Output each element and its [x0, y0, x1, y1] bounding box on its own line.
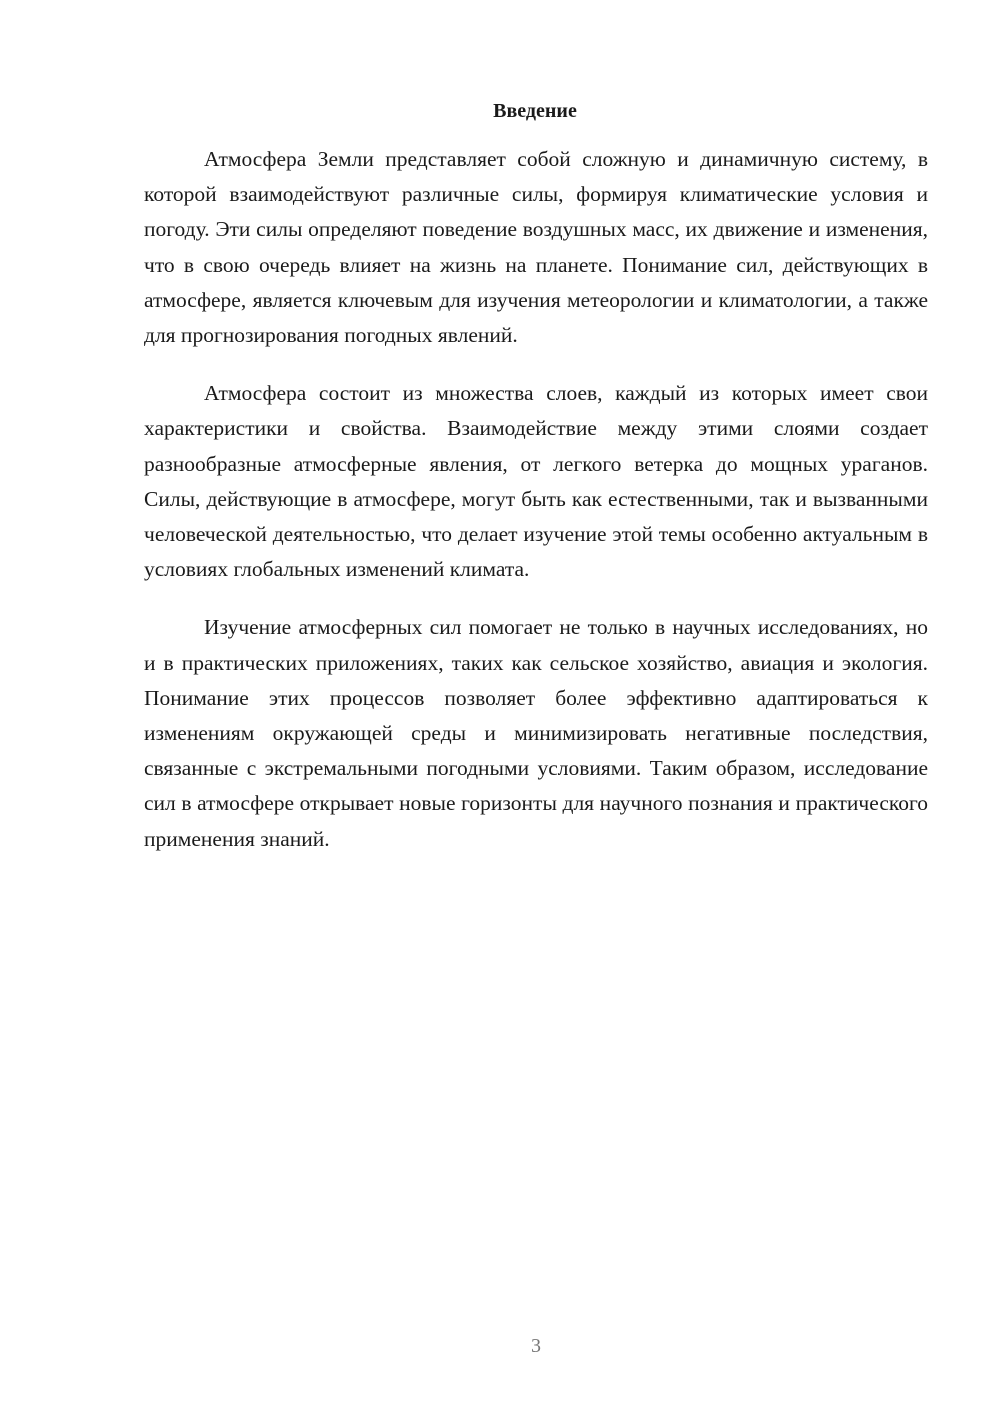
body-text [144, 142, 928, 880]
page-number: 3 [531, 1335, 541, 1357]
paragraph-2: Атмосфера состоит из множества слоев, каждый из которых имеет свои характеристики и свойства. Взаимодействие между этими слоями создает разнообразные атмосферные явления, от легкого ветерка до мощных ураганов. Силы, действующие в атмосфере, могут быть как естественными, так и вызванными человеческой деятельностью, что делает изучение этой темы особенно актуальным в условиях глобальных изменений климата. [144, 381, 928, 582]
paragraph-3: Изучение атмосферных сил помогает не только в научных исследованиях, но и в практических приложениях, таких как сельское хозяйство, авиация и экология. Понимание этих процессов позволяет более эффективно адаптироваться к изменениям окружающей среды и минимизировать негативные последствия, связанные с экстремальными погодными условиями. Таким образом, исследование сил в атмосфере открывает новые горизонты для научного познания и практического применения знаний. [144, 615, 928, 851]
section-heading: Введение [493, 100, 577, 122]
paragraph-1: Атмосфера Земли представляет собой сложную и динамичную систему, в которой взаимодействуют различные силы, формируя климатические условия и погоду. Эти силы определяют поведение воздушных масс, их движение и изменения, что в свою очередь влияет на жизнь на планете. Понимание сил, действующих в атмосфере, является ключевым для изучения метеорологии и климатологии, а также для прогнозирования погодных явлений. [144, 147, 928, 348]
